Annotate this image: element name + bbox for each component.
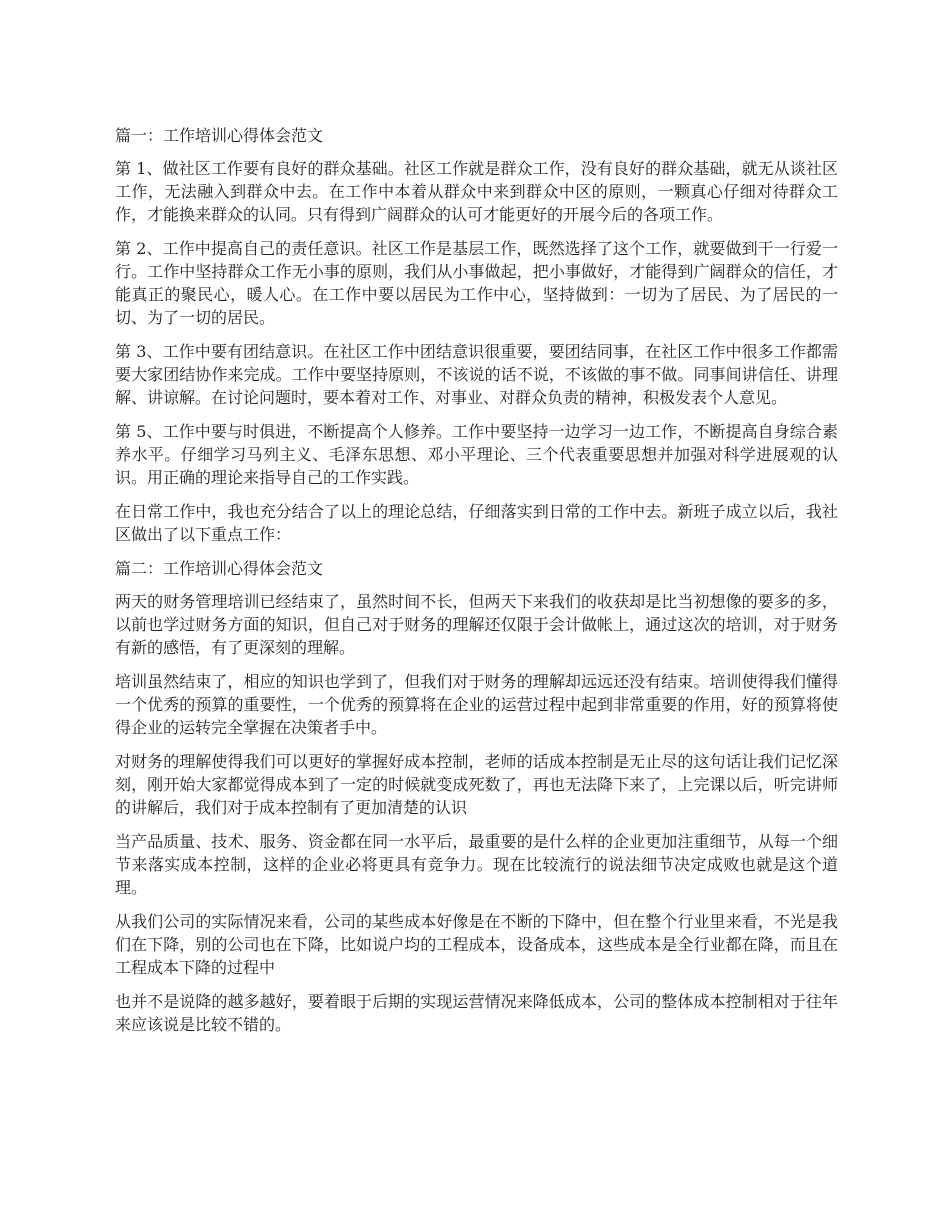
paragraph-conclusion: 也并不是说降的越多越好，要着眼于后期的实现运营情况来降低成本，公司的整体成本控制相对于往年来应该说是比较不错的。: [115, 992, 838, 1034]
paragraph-cost-control: 对财务的理解使得我们可以更好的掌握好成本控制，老师的话成本控制是无止尽的这句话让我们记忆深刻，刚开始大家都觉得成本到了一定的时候就变成死数了，再也无法降下来了，上完课以后，听完讲师的讲解后，我们对于成本控制有了更加清楚的认识: [115, 752, 838, 817]
paragraph-point-1: 第 1、做社区工作要有良好的群众基础。社区工作就是群众工作，没有良好的群众基础，就无从谈社区工作，无法融入到群众中去。在工作中本着从群众中来到群众中区的原则，一颗真心仔细对待群众工作，才能换来群众的认同。只有得到广阔群众的认可才能更好的开展今后的各项工作。: [115, 159, 838, 224]
paragraph-point-3: 第 3、工作中要有团结意识。在社区工作中团结意识很重要，要团结同事，在社区工作中很多工作都需要大家团结协作来完成。工作中要坚持原则，不该说的话不说，不该做的事不做。同事间讲信任、讲理解、讲谅解。在讨论问题时，要本着对工作、对事业、对群众负责的精神，积极发表个人意见。: [115, 342, 838, 407]
paragraph-budget: 培训虽然结束了，相应的知识也学到了，但我们对于财务的理解却远远还没有结束。培训使得我们懂得一个优秀的预算的重要性，一个优秀的预算将在企业的运营过程中起到非常重要的作用，好的预算将使得企业的运转完全掌握在决策者手中。: [115, 672, 838, 737]
paragraph-summary: 在日常工作中，我也充分结合了以上的理论总结，仔细落实到日常的工作中去。新班子成立以后，我社区做出了以下重点工作：: [115, 502, 838, 544]
paragraph-finance-intro: 两天的财务管理培训已经结束了，虽然时间不长，但两天下来我们的收获却是比当初想像的要多的多，以前也学过财务方面的知识，但自己对于财务的理解还仅限于会计做帐上，通过这次的培训，对于财务有新的感悟，有了更深刻的理解。: [115, 592, 838, 657]
section-heading-1: 篇一：工作培训心得体会范文: [115, 126, 324, 145]
paragraph-point-2: 第 2、工作中提高自己的责任意识。社区工作是基层工作，既然选择了这个工作，就要做到干一行爱一行。工作中坚持群众工作无小事的原则，我们从小事做起，把小事做好，才能得到广阔群众的信任，才能真正的聚民心，暖人心。在工作中要以居民为工作中心，坚持做到：一切为了居民、为了居民的一切、为了一切的居民。: [115, 239, 838, 327]
document-body: [115, 124, 838, 1047]
paragraph-details: 当产品质量、技术、服务、资金都在同一水平后，最重要的是什么样的企业更加注重细节，从每一个细节来落实成本控制，这样的企业必将更具有竞争力。现在比较流行的说法细节决定成败也就是这个道理。: [115, 832, 838, 897]
paragraph-company-situation: 从我们公司的实际情况来看，公司的某些成本好像是在不断的下降中，但在整个行业里来看，不光是我们在下降，别的公司也在下降，比如说户均的工程成本，设备成本，这些成本是全行业都在降，而且在工程成本下降的过程中: [115, 912, 838, 977]
paragraph-point-5: 第 5、工作中要与时俱进，不断提高个人修养。工作中要坚持一边学习一边工作，不断提高自身综合素养水平。仔细学习马列主义、毛泽东思想、邓小平理论、三个代表重要思想并加强对科学进展观的认识。用正确的理论来指导自己的工作实践。: [115, 422, 838, 487]
section-heading-2: 篇二：工作培训心得体会范文: [115, 559, 324, 578]
